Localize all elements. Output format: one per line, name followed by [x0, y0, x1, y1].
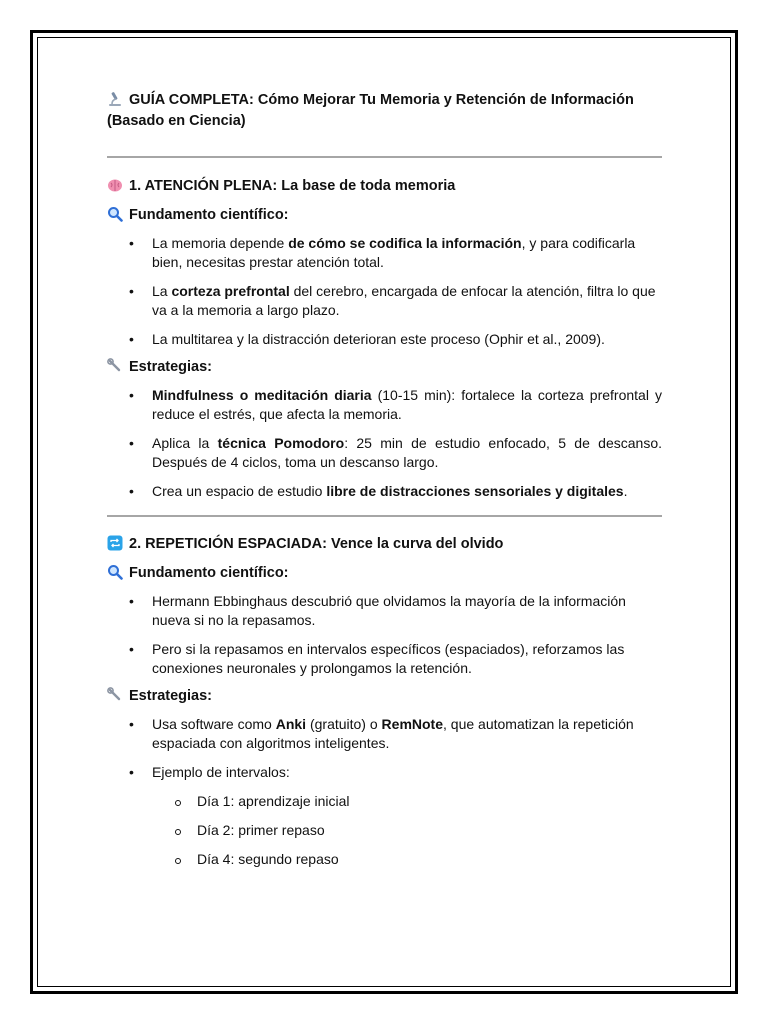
subsection-heading	[107, 357, 662, 377]
bullet-list	[107, 386, 662, 501]
subsection-heading-text: Fundamento científico:	[129, 207, 289, 223]
list-item: • La corteza prefrontal del cerebro, encargada de enfocar la atención, filtra lo que va a la memoria a largo plazo.	[107, 282, 662, 320]
list-item: • La multitarea y la distracción deterioran este proceso (Ophir et al., 2009).	[107, 330, 662, 349]
section-heading-text: 2. REPETICIÓN ESPACIADA: Vence la curva del olvido	[129, 536, 504, 552]
subsection-heading	[107, 563, 662, 583]
section-heading	[107, 176, 662, 196]
list-item: • La memoria depende de cómo se codifica la información, y para codificarla bien, necesitas prestar atención total.	[107, 234, 662, 272]
document-title-line2: (Basado en Ciencia)	[107, 113, 246, 129]
bullet-list	[107, 234, 662, 349]
divider	[107, 156, 662, 158]
list-item: • Mindfulness o meditación diaria (10-15 min): fortalece la corteza prefrontal y reduce el estrés, que afecta la memoria.	[107, 386, 662, 424]
sub-list	[152, 792, 662, 869]
document-title-line1: GUÍA COMPLETA: Cómo Mejorar Tu Memoria y Retención de Información	[129, 92, 634, 108]
wrench-icon	[107, 687, 123, 703]
sub-list-item: Día 2: primer repaso	[152, 821, 662, 840]
repeat-icon	[107, 535, 123, 551]
subsection-heading-text: Estrategias:	[129, 359, 213, 375]
magnifier-icon	[107, 206, 123, 222]
bullet-list	[107, 715, 662, 869]
sub-list-item: Día 4: segundo repaso	[152, 850, 662, 869]
divider	[107, 515, 662, 517]
list-item: • Ejemplo de intervalos: Día 1: aprendizaje inicial Día 2: primer repaso Día 4: segundo repaso	[107, 763, 662, 869]
subsection-heading-text: Fundamento científico:	[129, 565, 289, 581]
bullet-list	[107, 592, 662, 678]
subsection-heading	[107, 205, 662, 225]
microscope-icon	[107, 91, 123, 107]
subsection-heading	[107, 686, 662, 706]
section-heading-text: 1. ATENCIÓN PLENA: La base de toda memoria	[129, 178, 456, 194]
list-item: • Pero si la repasamos en intervalos específicos (espaciados), reforzamos las conexiones neuronales y prolongamos la retención.	[107, 640, 662, 678]
document-content	[107, 90, 662, 879]
subsection-heading-text: Estrategias:	[129, 688, 213, 704]
document-title	[107, 90, 662, 132]
list-item: • Hermann Ebbinghaus descubrió que olvidamos la mayoría de la información nueva si no la repasamos.	[107, 592, 662, 630]
list-item: • Aplica la técnica Pomodoro: 25 min de estudio enfocado, 5 de descanso. Después de 4 ciclos, toma un descanso largo.	[107, 434, 662, 472]
magnifier-icon	[107, 564, 123, 580]
sub-list-item: Día 1: aprendizaje inicial	[152, 792, 662, 811]
section-heading	[107, 534, 662, 554]
list-item: • Usa software como Anki (gratuito) o RemNote, que automatizan la repetición espaciada con algoritmos inteligentes.	[107, 715, 662, 753]
wrench-icon	[107, 358, 123, 374]
brain-icon	[107, 177, 123, 193]
list-item: • Crea un espacio de estudio libre de distracciones sensoriales y digitales.	[107, 482, 662, 501]
